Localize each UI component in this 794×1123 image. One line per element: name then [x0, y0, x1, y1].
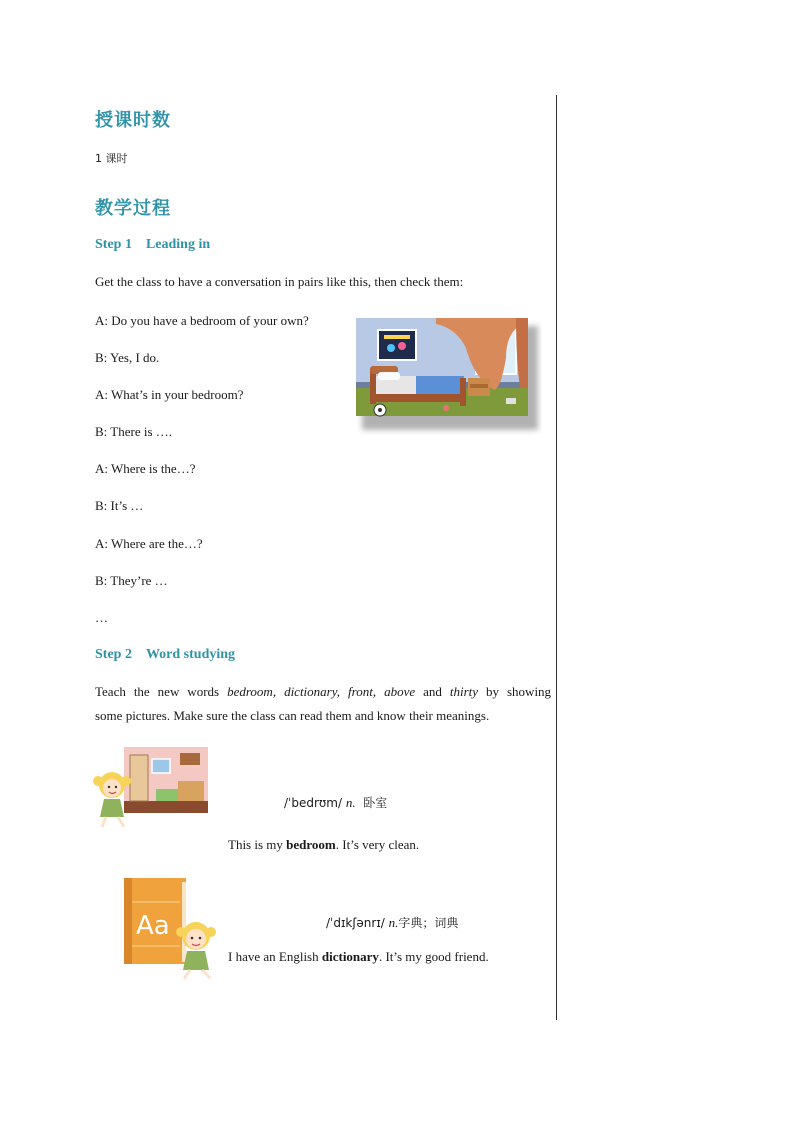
- step1-intro: Get the class to have a conversation in pairs like this, then check them:: [95, 274, 464, 289]
- bedroom-sentence: This is my bedroom. It’s very clean.: [228, 837, 420, 852]
- step2-title: Word studying: [145, 647, 236, 662]
- bedroom-illustration: [356, 318, 542, 436]
- dialogue-line: B: They’re …: [95, 573, 168, 588]
- meaning: 卧室: [363, 796, 388, 810]
- step2-number: Step 2: [95, 647, 132, 662]
- part-of-speech: n.: [345, 795, 356, 810]
- process-heading: 教学过程: [95, 198, 171, 219]
- step2-heading: [95, 647, 235, 663]
- hours-heading: 授课时数: [95, 110, 171, 131]
- step2-paragraph-line1: Teach the new words bedroom, dictionary, front, above and thirty by showing: [95, 684, 552, 699]
- dictionary-phonetic-line: [326, 914, 458, 931]
- step2-paragraph-line2: some pictures. Make sure the class can read them and know their meanings.: [95, 708, 490, 723]
- vocab-word: dictionary: [321, 949, 379, 964]
- dictionary-sentence: I have an English dictionary. It’s my good friend.: [228, 949, 489, 964]
- dialogue-line: A: Do you have a bedroom of your own?: [95, 313, 309, 328]
- part-of-speech: n.: [388, 915, 399, 930]
- step2-paragraph: [95, 680, 551, 728]
- dialogue-line: …: [95, 610, 108, 625]
- margin-rule: [556, 95, 557, 1020]
- vocab-word: dictionary,: [284, 684, 341, 699]
- step1-heading: [95, 237, 210, 253]
- vocab-word: thirty: [449, 684, 479, 699]
- dialogue-line: A: Where is the…?: [95, 461, 196, 476]
- phonetic: /ˈdɪkʃənrɪ/: [326, 916, 389, 930]
- vocab-word: bedroom: [286, 837, 336, 852]
- dialogue-line: B: It’s …: [95, 498, 144, 513]
- vocab-word: above: [384, 684, 416, 699]
- vocab-word: bedroom,: [227, 684, 277, 699]
- vocab-word: front,: [348, 684, 377, 699]
- dialogue-line: B: Yes, I do.: [95, 350, 160, 365]
- phonetic: /ˈbedrʊm/: [284, 796, 346, 810]
- dialogue-line: A: What’s in your bedroom?: [95, 387, 244, 402]
- book-letters: Aa: [136, 911, 170, 941]
- step1-number: Step 1: [95, 237, 132, 252]
- dialogue-line: A: Where are the…?: [95, 536, 203, 551]
- hours-value: 1 课时: [95, 152, 128, 165]
- bedroom-with-girl-illustration: [86, 745, 212, 831]
- dialogue-line: B: There is ….: [95, 424, 173, 439]
- bedroom-phonetic-line: [284, 794, 387, 811]
- step1-title: Leading in: [145, 237, 211, 252]
- meaning: 字典；词典: [398, 916, 459, 930]
- dictionary-with-girl-illustration: [120, 876, 226, 982]
